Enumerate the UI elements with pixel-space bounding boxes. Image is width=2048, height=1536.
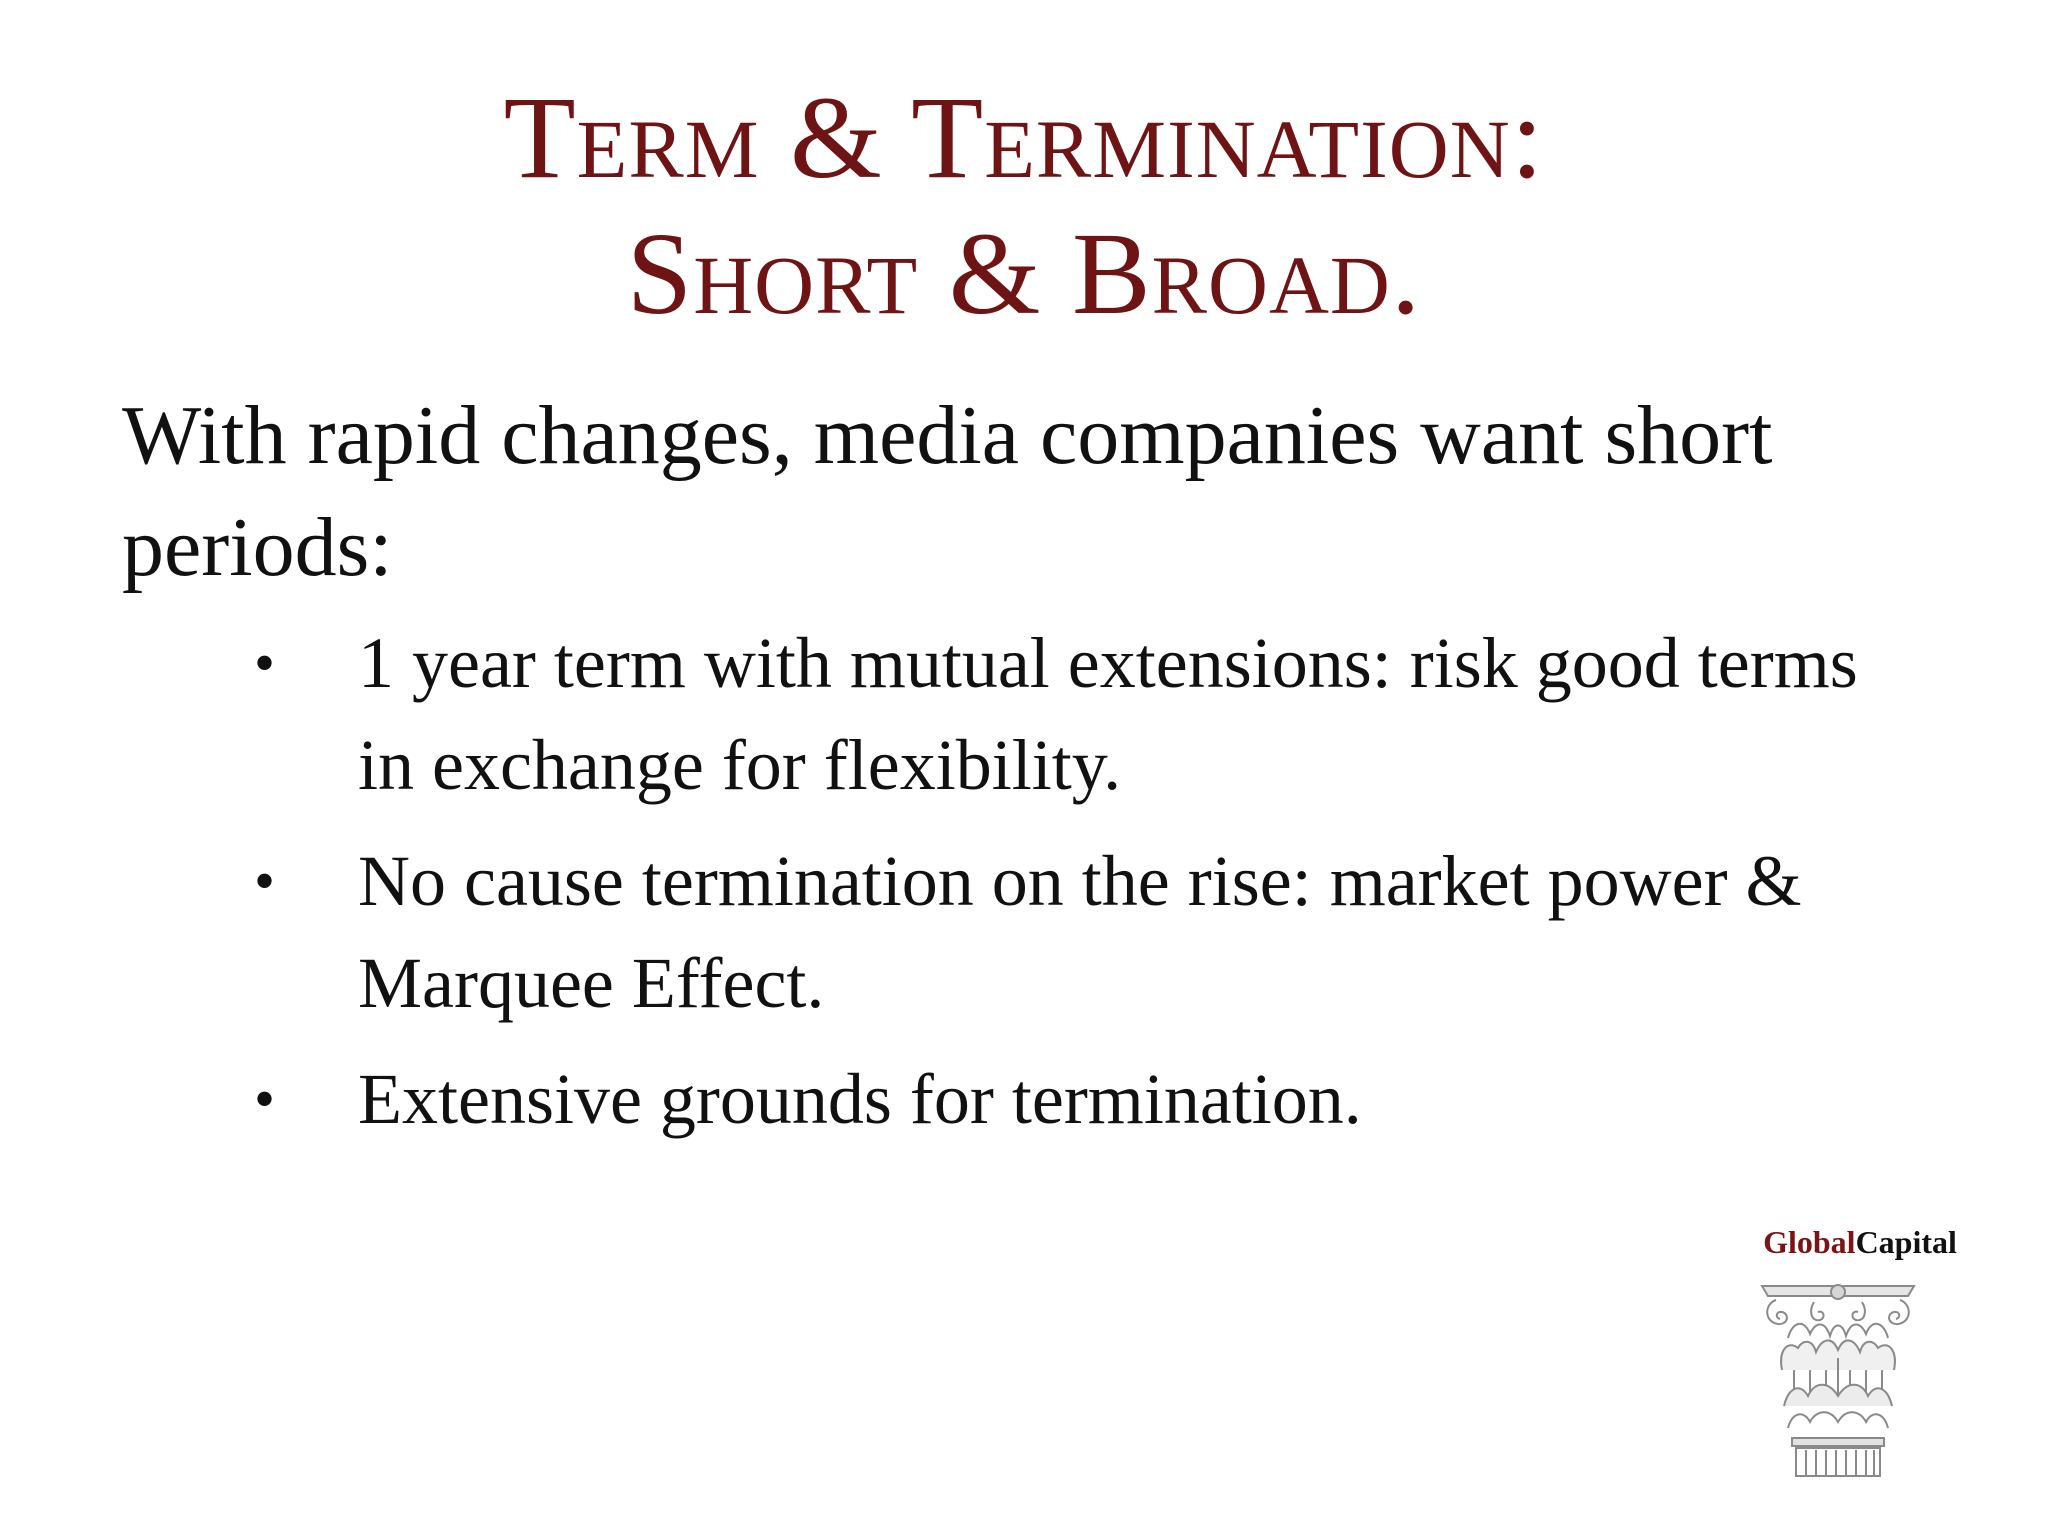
brand-part-global: Global xyxy=(1763,1224,1856,1260)
bullet-item xyxy=(240,612,1920,816)
bullet-list xyxy=(240,612,1920,1164)
brand-wordmark xyxy=(1740,1224,1980,1261)
title-line-2: Short & Broad. xyxy=(626,208,1422,339)
bullet-text: No cause termination on the rise: market power & Marquee Effect. xyxy=(358,841,1802,1023)
title-line-1: Term & Termination: xyxy=(503,72,1545,203)
slide-title xyxy=(0,70,2048,342)
bullet-icon: • xyxy=(254,630,276,696)
bullet-item xyxy=(240,1048,1920,1150)
bullet-icon: • xyxy=(254,848,276,914)
bullet-text: Extensive grounds for termination. xyxy=(358,1059,1362,1139)
bullet-icon: • xyxy=(254,1066,276,1132)
brand-part-capital: Capital xyxy=(1855,1224,1957,1260)
corinthian-column-icon xyxy=(1758,1278,1918,1478)
bullet-text: 1 year term with mutual extensions: risk good terms in exchange for flexibility. xyxy=(358,623,1858,805)
bullet-item xyxy=(240,830,1920,1034)
intro-text: With rapid changes, media companies want short periods: xyxy=(122,389,1773,594)
